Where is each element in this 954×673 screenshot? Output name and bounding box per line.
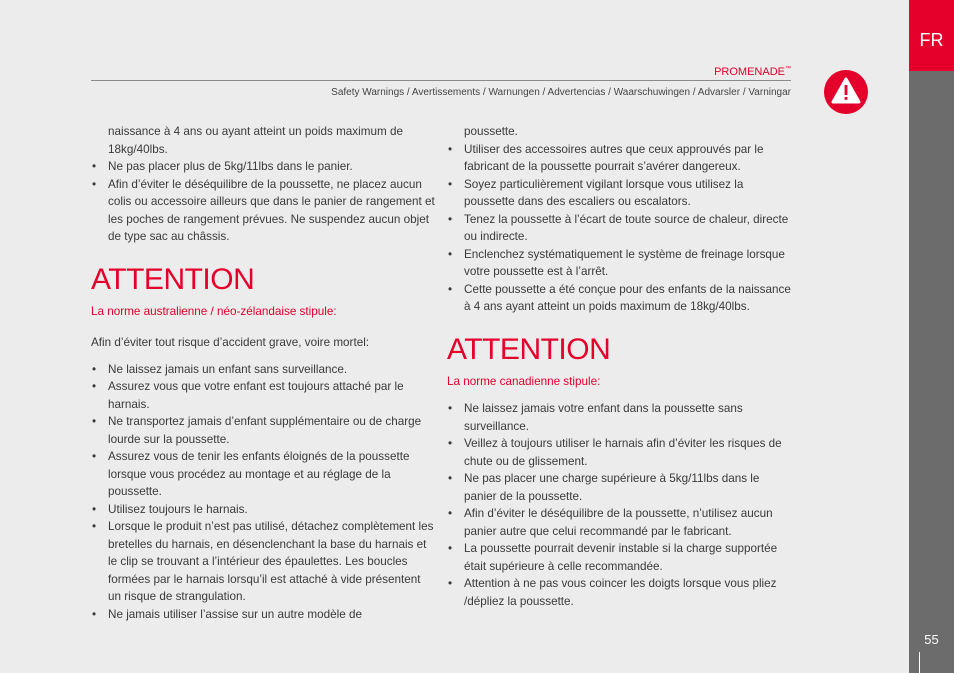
- list-item: • La poussette pourrait devenir instable si la charge supportée était supérieure à celle recommandée.: [447, 540, 792, 575]
- right-warning-list: [447, 400, 792, 610]
- list-item: naissance à 4 ans ou ayant atteint un poids maximum de 18kg/40lbs.: [108, 125, 403, 156]
- list-item: • Ne pas placer plus de 5kg/11lbs dans le panier.: [91, 158, 436, 176]
- page-number-rule: [919, 652, 920, 673]
- warning-triangle-icon: [824, 70, 868, 114]
- left-column: [91, 123, 436, 623]
- list-item: • Veillez à toujours utiliser le harnais afin d’éviter les risques de chute ou de glissement.: [447, 435, 792, 470]
- list-item: • Utilisez toujours le harnais.: [91, 501, 436, 519]
- list-item: • Ne jamais utiliser l’assise sur un autre modèle de: [91, 606, 436, 624]
- brand-trademark: ™: [785, 66, 791, 72]
- list-item: • Enclenchez systématiquement le système de freinage lorsque votre poussette est à l’arrêt.: [447, 246, 792, 281]
- list-item: • Ne transportez jamais d’enfant supplémentaire ou de charge lourde sur la poussette.: [91, 413, 436, 448]
- list-item: • Soyez particulièrement vigilant lorsque vous utilisez la poussette dans des escaliers ou escalators.: [447, 176, 792, 211]
- section-subheading: La norme australienne / néo-zélandaise stipule:: [91, 304, 337, 318]
- list-item: • Afin d’éviter le déséquilibre de la poussette, ne placez aucun colis ou accessoire ailleurs que dans le panier de rangement et les poches de rangement prévues. Ne suspendez aucun objet de type sac au châssis.: [91, 176, 436, 246]
- list-item: • Assurez vous de tenir les enfants éloignés de la poussette lorsque vous procédez au montage et au réglage de la poussette.: [91, 448, 436, 501]
- list-item: • Ne pas placer une charge supérieure à 5kg/11lbs dans le panier de la poussette.: [447, 470, 792, 505]
- side-bar: [909, 0, 954, 673]
- brand-name: PROMENADE: [714, 66, 785, 78]
- section-subheading: La norme canadienne stipule:: [447, 374, 601, 388]
- list-item: • Ne laissez jamais votre enfant dans la poussette sans surveillance.: [447, 400, 792, 435]
- page-number: 55: [924, 632, 939, 647]
- left-warning-list: [91, 361, 436, 624]
- list-item: poussette.: [464, 125, 518, 138]
- right-intro-list: [447, 123, 792, 316]
- list-item: • Cette poussette a été conçue pour des enfants de la naissance à 4 ans ayant atteint un poids maximum de 18kg/40lbs.: [447, 281, 792, 316]
- list-item: • Utiliser des accessoires autres que ceux approuvés par le fabricant de la poussette pourrait s’avérer dangereux.: [447, 141, 792, 176]
- list-item: • Attention à ne pas vous coincer les doigts lorsque vous pliez /dépliez la poussette.: [447, 575, 792, 610]
- right-column: [447, 123, 792, 610]
- list-item: • Lorsque le produit n’est pas utilisé, détachez complètement les bretelles du harnais, en désenclenchant la base du harnais et le clip se trouvant a l’intérieur des épaulettes. Les boucles formées par le harnais lorsqu’il est attaché à vide présentent un risque de strangulation.: [91, 518, 436, 606]
- list-item: • Tenez la poussette à l’écart de toute source de chaleur, directe ou indirecte.: [447, 211, 792, 246]
- list-item: • Assurez vous que votre enfant est toujours attaché par le harnais.: [91, 378, 436, 413]
- brand-title: [714, 66, 791, 78]
- list-item: • Afin d’éviter le déséquilibre de la poussette, n’utilisez aucun panier autre que celui recommandé par le fabricant.: [447, 505, 792, 540]
- language-tab[interactable]: FR: [909, 0, 954, 71]
- list-item: • Ne laissez jamais un enfant sans surveillance.: [91, 361, 436, 379]
- left-intro-list: [91, 123, 436, 246]
- header-rule: [91, 80, 791, 81]
- header-subtitle: Safety Warnings / Avertissements / Warnungen / Advertencias / Waarschuwingen / Advarsler / Varningar: [331, 87, 791, 98]
- section-lead: Afin d’éviter tout risque d’accident grave, voire mortel:: [91, 336, 370, 349]
- section-heading: ATTENTION: [91, 262, 255, 296]
- section-heading: ATTENTION: [447, 332, 611, 366]
